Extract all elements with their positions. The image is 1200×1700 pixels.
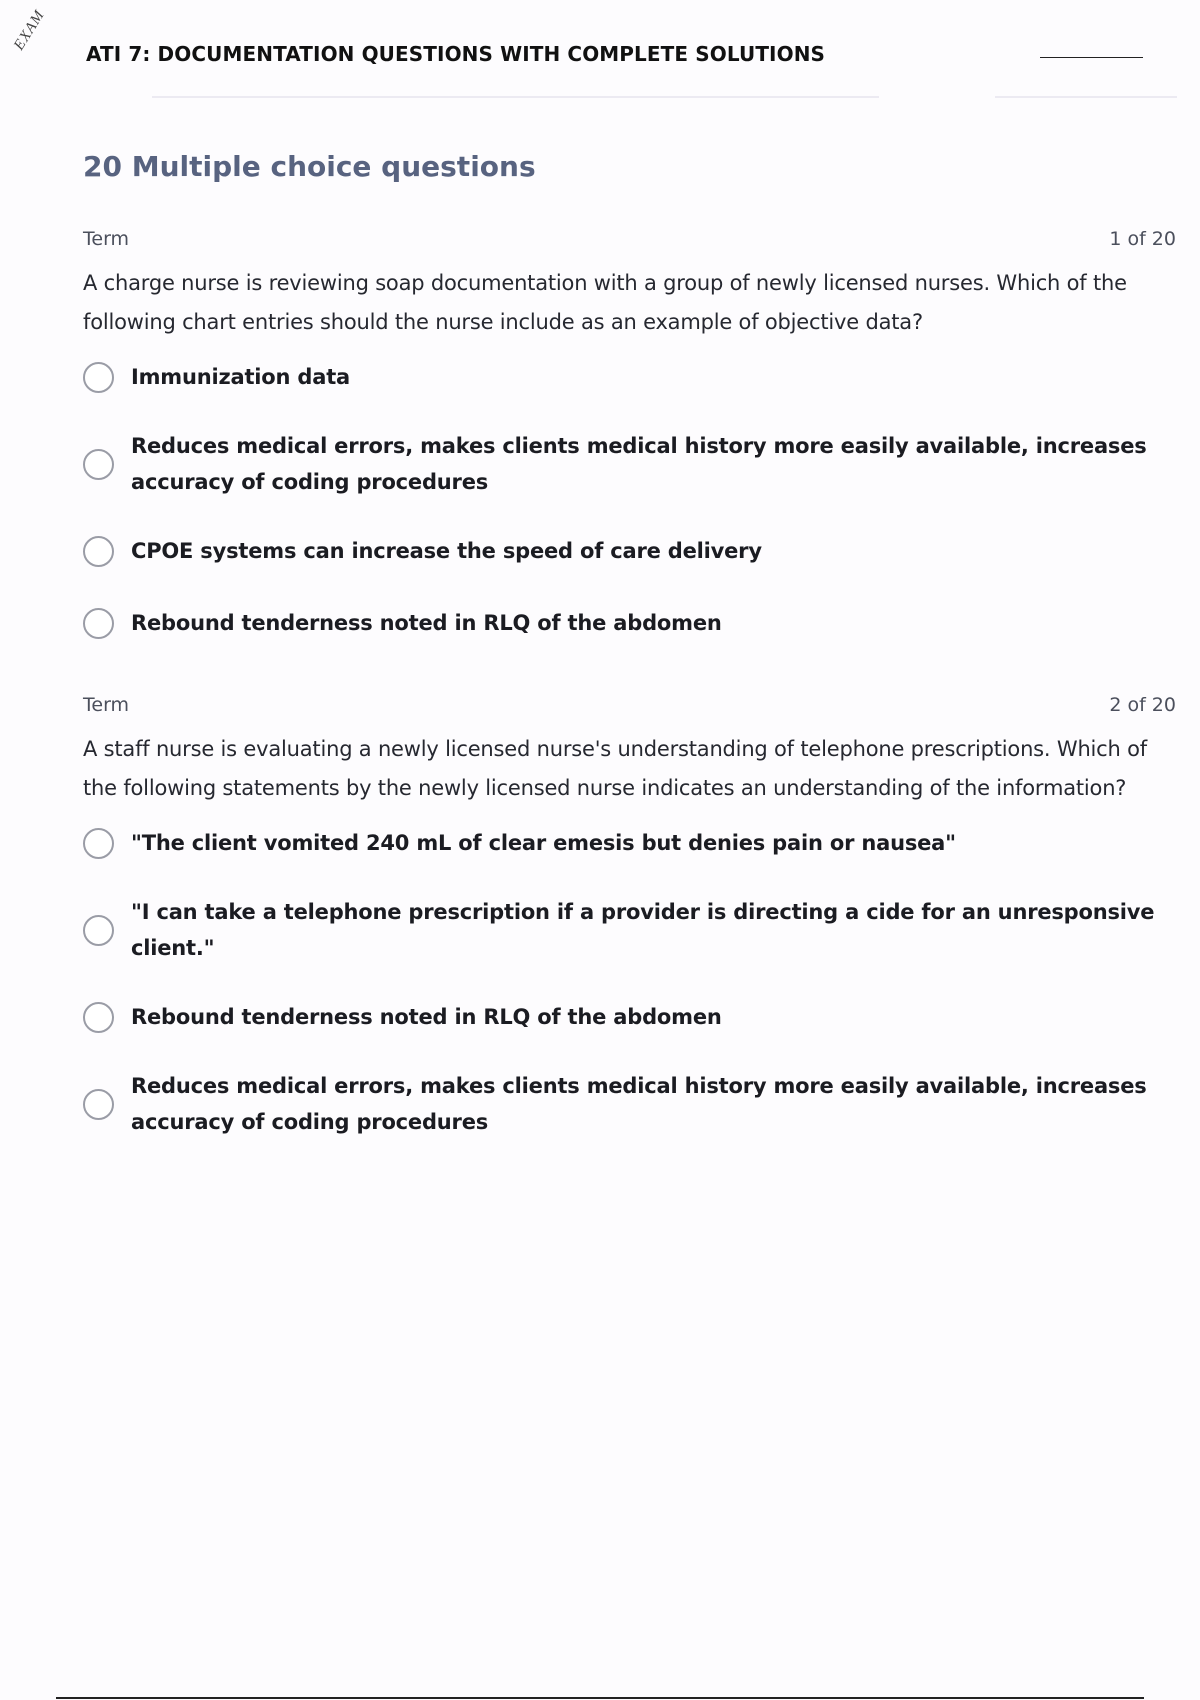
header-divider [152,96,879,98]
answer-option[interactable] [83,602,1176,644]
radio-button[interactable] [83,608,114,639]
question-card [83,228,1176,674]
answer-label: Rebound tenderness noted in RLQ of the abdomen [131,611,722,635]
answer-option[interactable] [83,428,1176,500]
title-underline [1040,57,1143,58]
radio-button[interactable] [83,1089,114,1120]
answer-label: Reduces medical errors, makes clients medical history more easily available, increases accuracy of coding procedures [131,1074,1147,1134]
radio-button[interactable] [83,362,114,393]
answer-label: Reduces medical errors, makes clients medical history more easily available, increases accuracy of coding procedures [131,434,1147,494]
term-label: Term [83,694,130,716]
term-label: Term [83,228,130,250]
answer-label: Rebound tenderness noted in RLQ of the abdomen [131,1005,722,1029]
header-divider [995,96,1177,98]
answer-option[interactable] [83,356,1176,398]
section-heading: 20 Multiple choice questions [83,150,536,183]
radio-button[interactable] [83,915,114,946]
question-counter: 2 of 20 [1109,694,1176,716]
answer-options [83,356,1176,644]
question-text: A charge nurse is reviewing soap documentation with a group of newly licensed nurses. Which of the following chart entries should the nurse include as an example of objective data? [83,271,1127,334]
answer-label: Immunization data [131,365,351,389]
answer-options [83,822,1176,1140]
radio-button[interactable] [83,449,114,480]
radio-button[interactable] [83,1002,114,1033]
question-card [83,694,1176,1170]
radio-button[interactable] [83,828,114,859]
answer-label: "The client vomited 240 mL of clear emesis but denies pain or nausea" [131,831,956,855]
answer-label: "I can take a telephone prescription if a provider is directing a cide for an unresponsive client." [131,900,1155,960]
question-counter: 1 of 20 [1109,228,1176,250]
footer-rule [56,1697,1144,1699]
answer-option[interactable] [83,894,1176,966]
answer-option[interactable] [83,1068,1176,1140]
answer-option[interactable] [83,996,1176,1038]
document-title: ATI 7: DOCUMENTATION QUESTIONS WITH COMPLETE SOLUTIONS [86,42,826,66]
question-text: A staff nurse is evaluating a newly licensed nurse's understanding of telephone prescriptions. Which of the following statements by the newly licensed nurse indicates an understanding of the information? [83,737,1147,800]
answer-label: CPOE systems can increase the speed of care delivery [131,539,762,563]
exam-stamp: EXAM [11,7,49,54]
answer-option[interactable] [83,822,1176,864]
radio-button[interactable] [83,536,114,567]
answer-option[interactable] [83,530,1176,572]
